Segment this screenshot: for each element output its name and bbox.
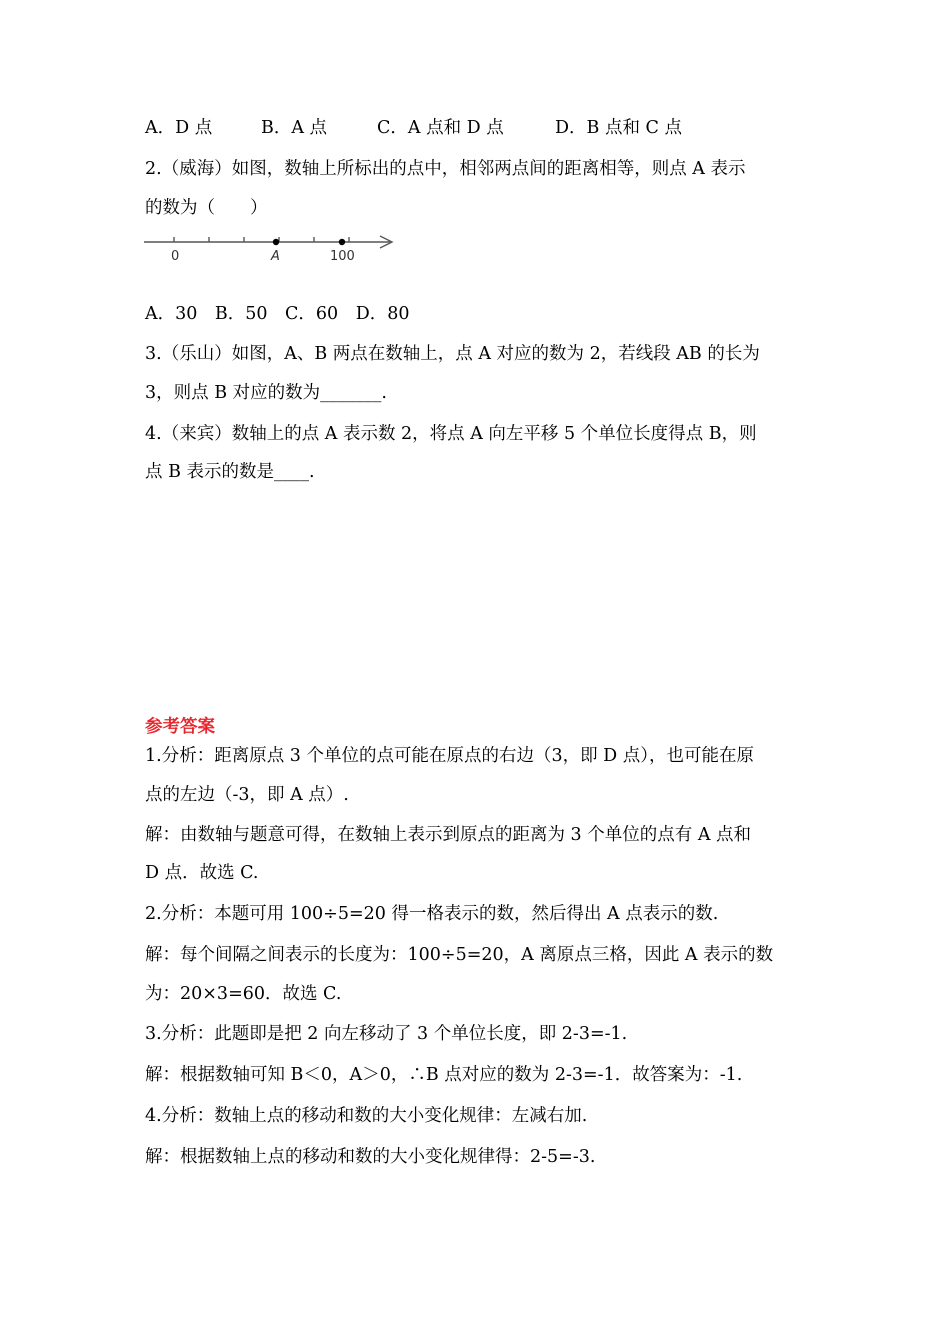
q1-choice-c: C．A 点和 D 点 (377, 118, 504, 138)
answer-line: 2.分析：本题可用 100÷5=20 得一格表示的数，然后得出 A 点表示的数. (145, 904, 719, 924)
answer-line: D 点．故选 C. (145, 863, 259, 883)
q1-choice-b: B．A 点 (261, 118, 328, 138)
answer-line: 解：由数轴与题意可得，在数轴上表示到原点的距离为 3 个单位的点有 A 点和 (145, 825, 752, 845)
q1-choice-a: A．D 点 (145, 118, 213, 138)
point-a-dot (273, 239, 279, 245)
q2-choices: A．30 B．50 C．60 D．80 (145, 304, 410, 324)
number-line-figure (140, 228, 400, 268)
answer-line: 解：根据数轴可知 B＜0，A＞0，∴B 点对应的数为 2-3=-1．故答案为：-1. (145, 1065, 743, 1085)
q2-text-line2: 的数为（ ） (145, 198, 268, 218)
point-100-dot (339, 239, 345, 245)
answer-line: 1.分析：距离原点 3 个单位的点可能在原点的右边（3，即 D 点），也可能在原 (145, 746, 754, 766)
answer-line: 解：根据数轴上点的移动和数的大小变化规律得：2-5=-3. (145, 1147, 596, 1167)
answer-line: 解：每个间隔之间表示的长度为：100÷5=20，A 离原点三格，因此 A 表示的数 (145, 945, 774, 965)
answer-line: 4.分析：数轴上点的移动和数的大小变化规律：左减右加. (145, 1106, 588, 1126)
answers-heading: 参考答案 (145, 717, 215, 737)
label-a: A (271, 249, 280, 264)
q4-text-line2: 点 B 表示的数是____. (145, 462, 315, 482)
q3-text-line1: 3.（乐山）如图，A、B 两点在数轴上，点 A 对应的数为 2，若线段 AB 的长为 (145, 344, 760, 364)
q4-text-line1: 4.（来宾）数轴上的点 A 表示数 2，将点 A 向左平移 5 个单位长度得点 B，则 (145, 424, 757, 444)
q3-text-line2: 3，则点 B 对应的数为_______. (145, 383, 387, 403)
answer-line: 为：20×3=60．故选 C. (145, 984, 342, 1004)
q1-choice-d: D．B 点和 C 点 (555, 118, 682, 138)
label-hundred: 100 (330, 249, 355, 264)
q2-text-line1: 2.（威海）如图，数轴上所标出的点中，相邻两点间的距离相等，则点 A 表示 (145, 159, 746, 179)
answer-line: 点的左边（-3，即 A 点）. (145, 785, 349, 805)
answer-line: 3.分析：此题即是把 2 向左移动了 3 个单位长度，即 2-3=-1. (145, 1024, 628, 1044)
label-zero: 0 (171, 249, 180, 264)
